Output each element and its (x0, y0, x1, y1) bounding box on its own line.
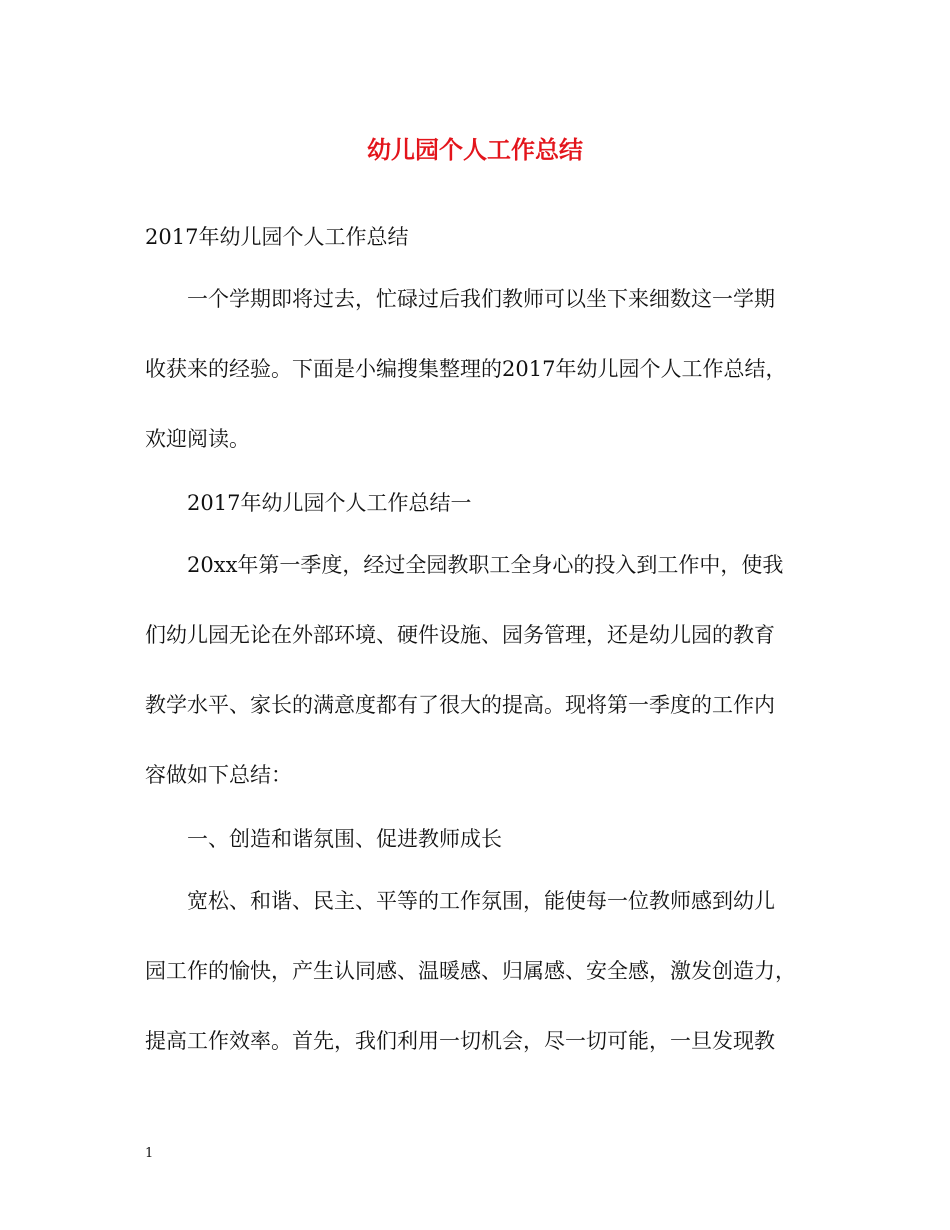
section-heading: 一、创造和谐氛围、促进教师成长 (187, 827, 502, 851)
paragraph-line: 宽松、和谐、民主、平等的工作氛围，能使每一位教师感到幼儿 (187, 889, 775, 913)
paragraph-line: 提高工作效率。首先，我们利用一切机会，尽一切可能，一旦发现教 (145, 1029, 775, 1053)
paragraph-line: 们幼儿园无论在外部环境、硬件设施、园务管理，还是幼儿园的教育 (145, 623, 775, 647)
paragraph-line: 园工作的愉快，产生认同感、温暖感、归属感、安全感，激发创造力， (145, 959, 796, 983)
paragraph-line: 20xx年第一季度，经过全园教职工全身心的投入到工作中，使我 (187, 553, 784, 577)
document-title: 幼儿园个人工作总结 (367, 135, 583, 164)
paragraph-line: 欢迎阅读。 (145, 427, 250, 451)
paragraph-line: 收获来的经验。下面是小编搜集整理的2017年幼儿园个人工作总结， (145, 357, 787, 381)
paragraph-line: 容做如下总结： (145, 763, 292, 787)
section-heading: 2017年幼儿园个人工作总结一 (187, 491, 472, 515)
subtitle-line: 2017年幼儿园个人工作总结 (145, 225, 409, 249)
page-number: 1 (145, 1146, 154, 1161)
paragraph-line: 一个学期即将过去，忙碌过后我们教师可以坐下来细数这一学期 (187, 287, 775, 311)
paragraph-line: 教学水平、家长的满意度都有了很大的提高。现将第一季度的工作内 (145, 693, 775, 717)
